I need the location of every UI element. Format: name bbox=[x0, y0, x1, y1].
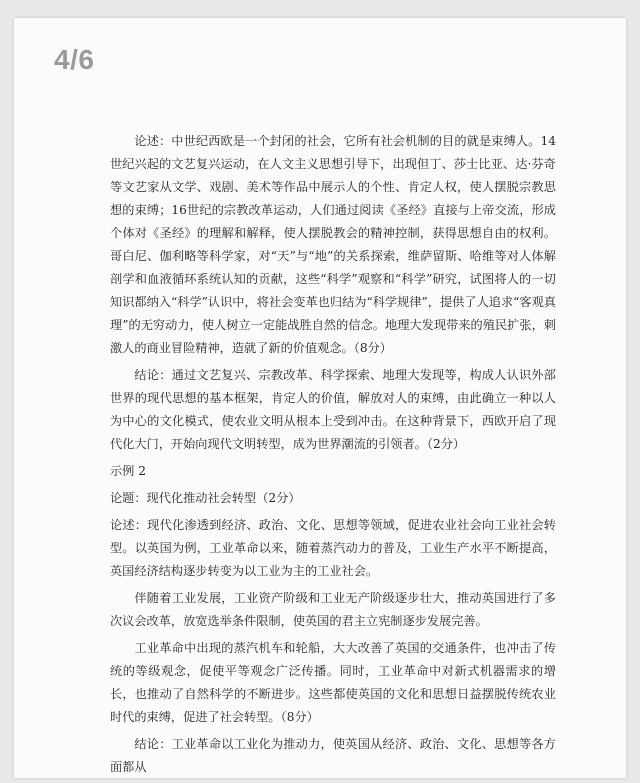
example-heading: 示例 2 bbox=[110, 464, 147, 478]
politics-paragraph: 伴随着工业发展，工业资产阶级和工业无产阶级逐步壮大，推动英国进行了多次议会改革，放宽选举条件限制，使英国的君主立宪制逐步发展完善。 bbox=[110, 591, 556, 628]
argument-paragraph-2: 论述：现代化渗透到经济、政治、文化、思想等领域，促进农业社会向工业社会转型。以英国为例，工业革命以来，随着蒸汽动力的普及，工业生产水平不断提高，英国经济结构逐步转变为以工业为主的工业社会。 bbox=[110, 518, 556, 578]
document-page bbox=[14, 18, 626, 778]
conclusion-paragraph-2: 结论：工业革命以工业化为推动力，使英国从经济、政治、文化、思想等各方面都从 bbox=[110, 737, 556, 774]
argument-paragraph-1: 论述：中世纪西欧是一个封闭的社会，它所有社会机制的目的就是束缚人。14世纪兴起的文艺复兴运动，在人文主义思想引导下，出现但丁、莎士比亚、达·芬奇等文艺家从文学、戏剧、美术等作品中展示人的个性、肯定人权，使人摆脱宗教思想的束缚；16世纪的宗教改革运动，人们通过阅读《圣经》直接与上帝交流，形成个体对《圣经》的理解和解释，使人摆脱教会的精神控制，获得思想自由的权利。哥白尼、伽利略等科学家，对“天”与“地”的关系探索，维萨留斯、哈维等对人体解剖学和血液循环系统认知的贡献，这些“科学”观察和“科学”研究，试图将人的一切知识都纳入“科学”认识中，将社会变革也归结为“科学规律”，提供了人追求“客观真理”的无穷动力，使人树立一定能战胜自然的信念。地理大发现带来的殖民扩张，刺激人的商业冒险精神，造就了新的价值观念。（8分） bbox=[110, 134, 556, 355]
conclusion-paragraph-1: 结论：通过文艺复兴、宗教改革、科学探索、地理大发现等，构成人认识外部世界的现代思想的基本框架，肯定人的价值，解放对人的束缚，由此确立一种以人为中心的文化模式，使农业文明从根本上受到冲击。在这种背景下，西欧开启了现代化大门，开始向现代文明转型，成为世界潮流的引领者。（2分） bbox=[110, 368, 556, 451]
page-indicator: 4/6 bbox=[54, 44, 95, 75]
culture-paragraph: 工业革命中出现的蒸汽机车和轮船，大大改善了英国的交通条件，也冲击了传统的等级观念，促使平等观念广泛传播。同时，工业革命中对新式机器需求的增长，也推动了自然科学的不断进步。这些都使英国的文化和思想日益摆脱传统农业时代的束缚，促进了社会转型。（8分） bbox=[110, 641, 556, 724]
thesis-line: 论题：现代化推动社会转型（2分） bbox=[110, 491, 301, 505]
document-body bbox=[110, 130, 556, 783]
